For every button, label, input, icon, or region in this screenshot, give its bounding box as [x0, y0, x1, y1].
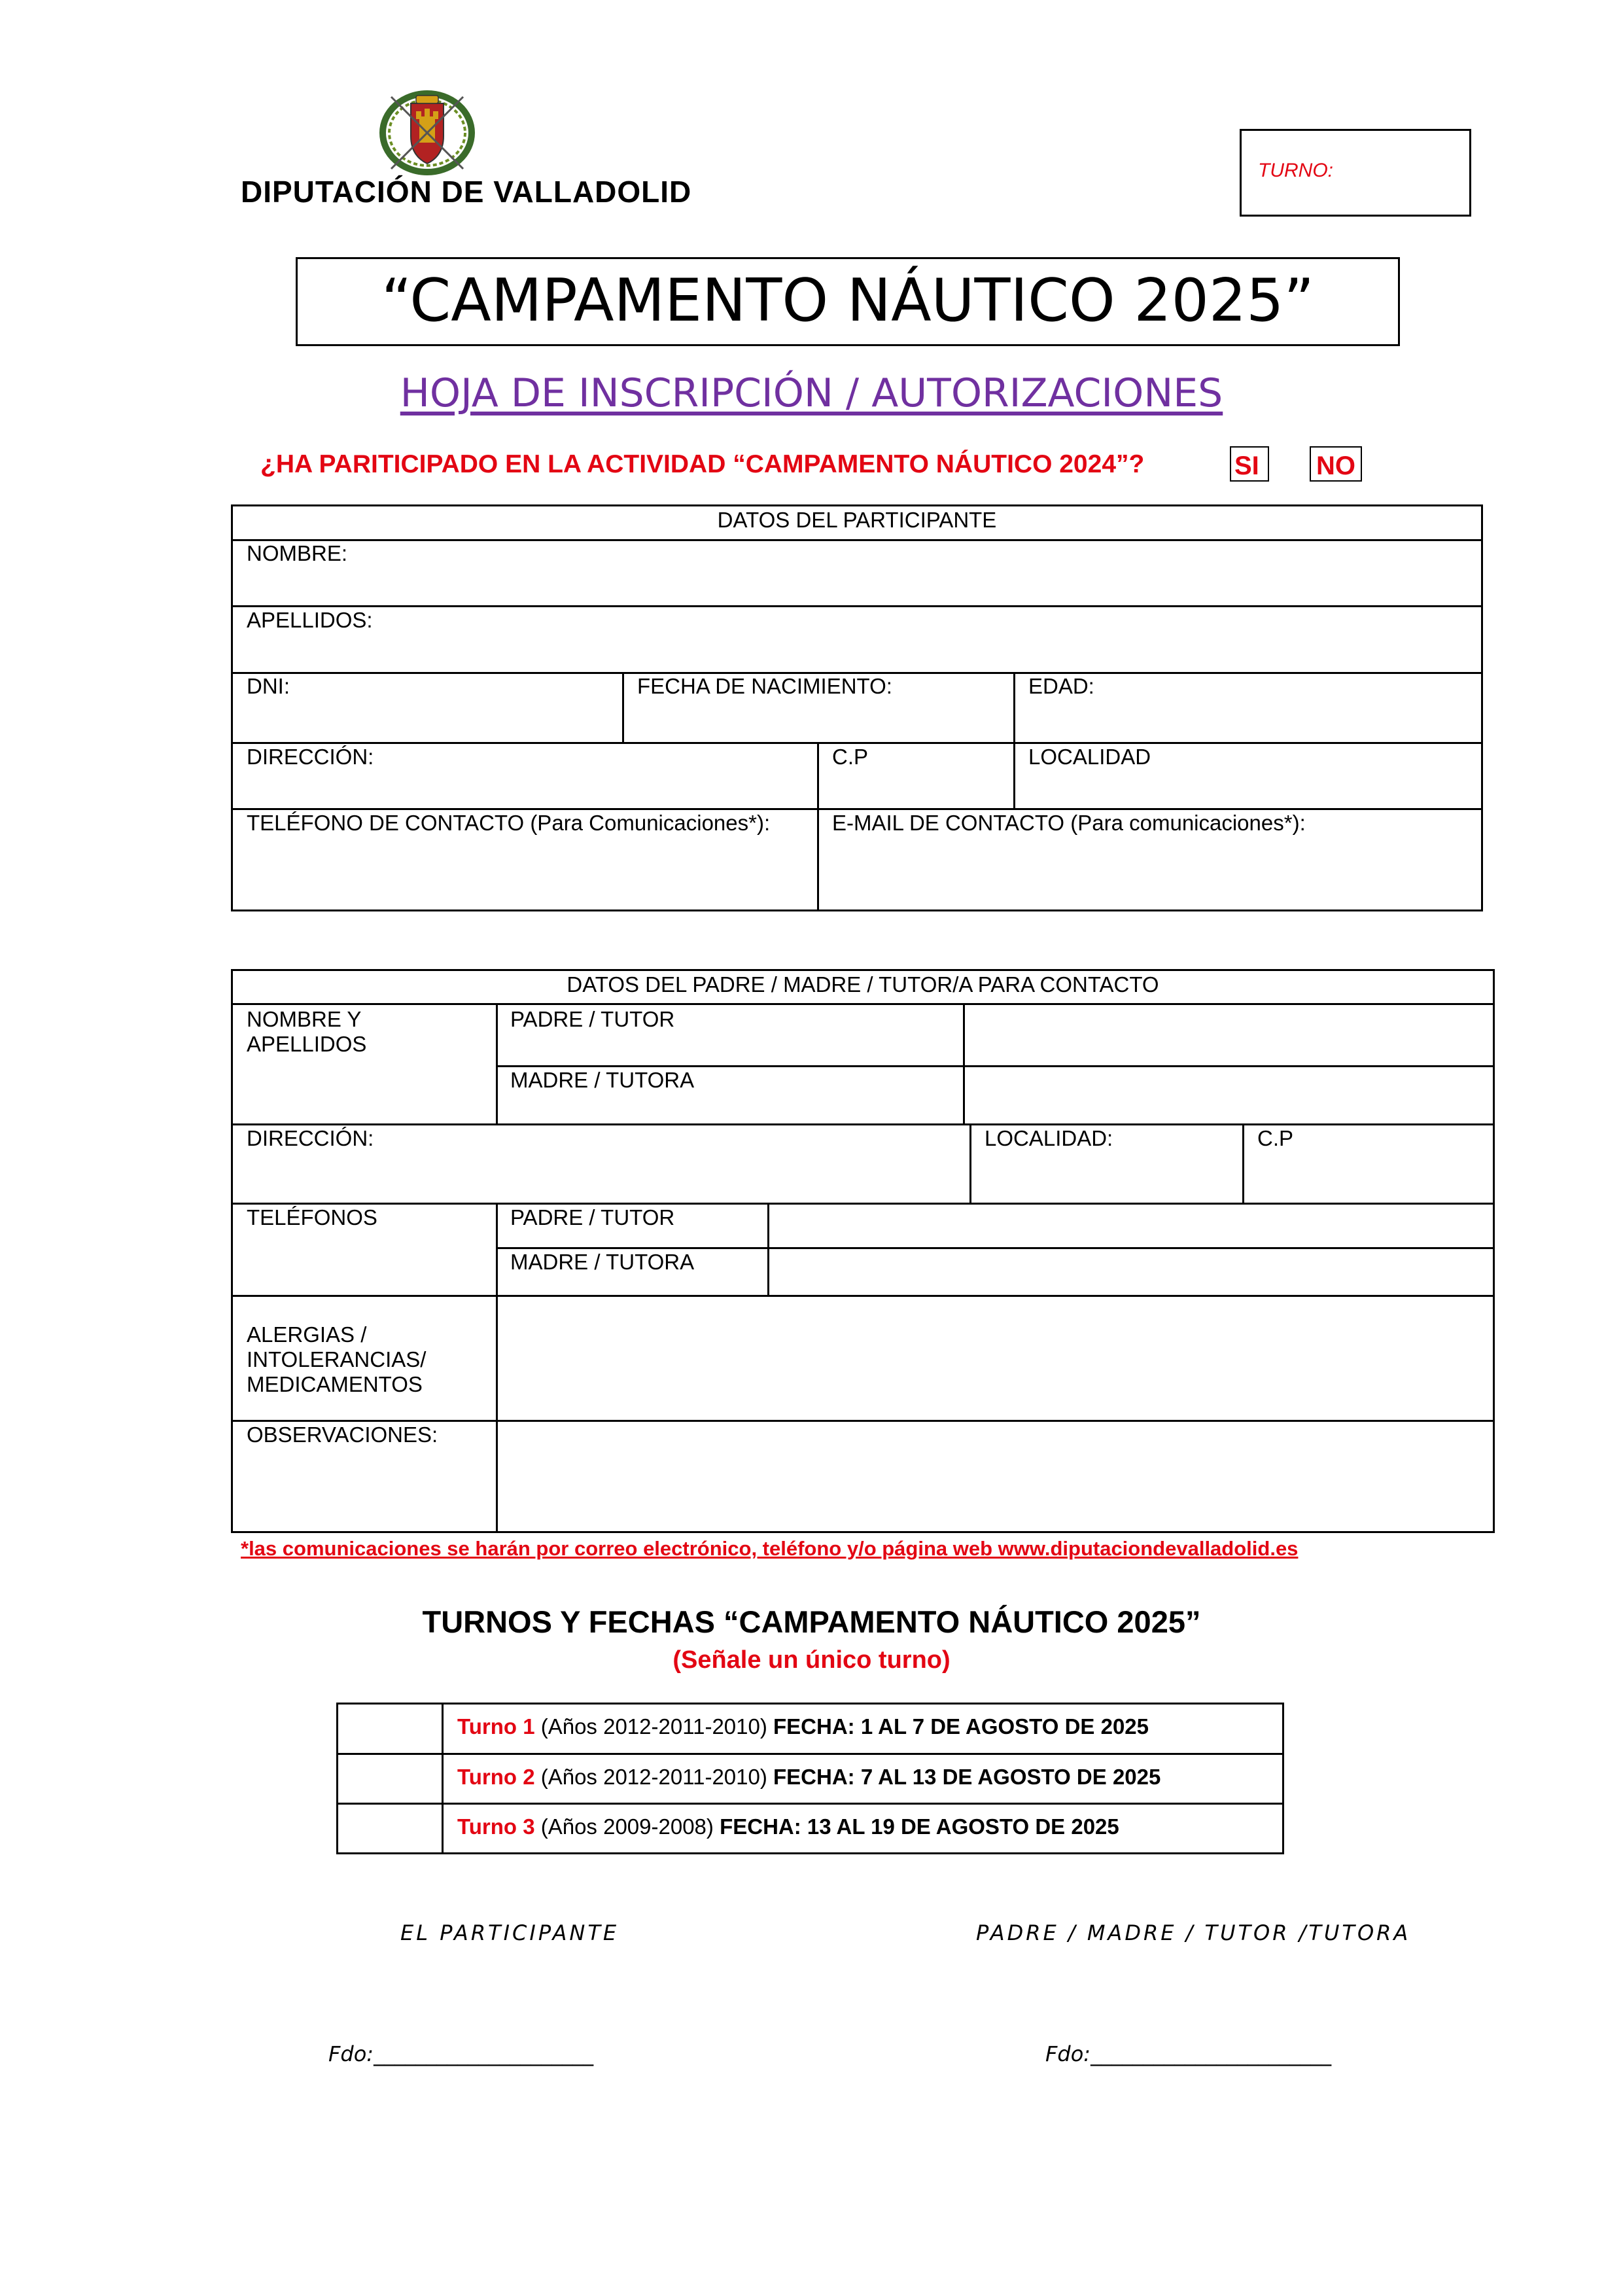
turnos-instruction: (Señale un único turno) [672, 1646, 951, 1674]
nombre-apellidos-label-2: APELLIDOS [247, 1032, 367, 1056]
turno-1-checkbox[interactable] [338, 1704, 442, 1753]
participant-signature-label: EL PARTICIPANTE [400, 1920, 620, 1945]
fecha-nacimiento-field[interactable]: FECHA DE NACIMIENTO: [637, 674, 892, 698]
turno-row [457, 1814, 1119, 1839]
yes-checkbox[interactable] [1230, 446, 1269, 482]
guardian-table [231, 969, 1495, 1533]
padre-tutor-name-field[interactable]: PADRE / TUTOR [510, 1007, 675, 1031]
guardian-signature-label: PADRE / MADRE / TUTOR /TUTORA [976, 1920, 1411, 1945]
direccion-field[interactable]: DIRECCIÓN: [247, 745, 374, 769]
turno-years: (Años 2012-2011-2010) [534, 1765, 774, 1789]
communications-note: *las comunicaciones se harán por correo electrónico, teléfono y/o página web www.diputaciondevalladolid.es [241, 1537, 1299, 1560]
observaciones-field[interactable]: OBSERVACIONES: [247, 1422, 438, 1447]
cp-field[interactable]: C.P [832, 745, 869, 769]
telefono-field[interactable]: TELÉFONO DE CONTACTO (Para Comunicaciones*): [247, 811, 771, 835]
guardian-header: DATOS DEL PADRE / MADRE / TUTOR/A PARA CONTACTO [567, 972, 1159, 997]
turno-row [457, 1765, 1161, 1790]
turno-years: (Años 2012-2011-2010) [534, 1714, 774, 1739]
madre-tutora-phone-field[interactable]: MADRE / TUTORA [510, 1250, 695, 1274]
turno-date: FECHA: 13 AL 19 DE AGOSTO DE 2025 [720, 1814, 1119, 1839]
org-name: DIPUTACIÓN DE VALLADOLID [241, 175, 692, 209]
turno-name: Turno 1 [457, 1714, 535, 1739]
participant-table [231, 504, 1483, 911]
turno-date: FECHA: 1 AL 7 DE AGOSTO DE 2025 [773, 1714, 1149, 1739]
turnos-title: TURNOS Y FECHAS “CAMPAMENTO NÁUTICO 2025” [422, 1604, 1201, 1639]
guardian-signature-line[interactable]: Fdo:_______________________ [1045, 2041, 1332, 2066]
turno-3-checkbox[interactable] [338, 1805, 442, 1852]
page-title: “CAMPAMENTO NÁUTICO 2025” [381, 266, 1315, 335]
yes-label: SI [1234, 451, 1259, 480]
participation-question: ¿HA PARITICIPADO EN LA ACTIVIDAD “CAMPAMENTO NÁUTICO 2024”? [260, 450, 1145, 478]
nombre-field[interactable]: NOMBRE: [247, 541, 348, 565]
alergias-label-1: ALERGIAS / [247, 1322, 367, 1347]
turno-years: (Años 2009-2008) [534, 1814, 720, 1839]
participant-header: DATOS DEL PARTICIPANTE [717, 508, 997, 532]
guardian-cp-field[interactable]: C.P [1257, 1126, 1294, 1150]
turno-label: TURNO: [1258, 160, 1333, 181]
turno-name: Turno 3 [457, 1814, 535, 1839]
turno-box[interactable] [1240, 129, 1471, 217]
turno-2-checkbox[interactable] [338, 1755, 442, 1803]
alergias-label-2: INTOLERANCIAS/ [247, 1347, 427, 1371]
guardian-localidad-field[interactable]: LOCALIDAD: [985, 1126, 1113, 1150]
apellidos-field[interactable]: APELLIDOS: [247, 608, 373, 632]
guardian-direccion-field[interactable]: DIRECCIÓN: [247, 1126, 374, 1150]
madre-tutora-name-field[interactable]: MADRE / TUTORA [510, 1068, 695, 1092]
turno-row [457, 1714, 1149, 1739]
page-subtitle: HOJA DE INSCRIPCIÓN / AUTORIZACIONES [400, 370, 1223, 416]
participant-signature-line[interactable]: Fdo:_____________________ [328, 2041, 594, 2066]
coat-of-arms-icon [378, 90, 476, 175]
edad-field[interactable]: EDAD: [1028, 674, 1094, 698]
nombre-apellidos-label-1: NOMBRE Y [247, 1007, 362, 1031]
alergias-label-3: MEDICAMENTOS [247, 1372, 423, 1396]
email-field[interactable]: E-MAIL DE CONTACTO (Para comunicaciones*): [832, 811, 1306, 835]
padre-tutor-phone-field[interactable]: PADRE / TUTOR [510, 1205, 675, 1229]
turno-date: FECHA: 7 AL 13 DE AGOSTO DE 2025 [773, 1765, 1161, 1789]
turno-name: Turno 2 [457, 1765, 535, 1789]
telefonos-label: TELÉFONOS [247, 1205, 377, 1229]
title-box [296, 257, 1400, 346]
no-label: NO [1316, 451, 1355, 480]
dni-field[interactable]: DNI: [247, 674, 290, 698]
no-checkbox[interactable] [1310, 446, 1362, 482]
localidad-field[interactable]: LOCALIDAD [1028, 745, 1151, 769]
